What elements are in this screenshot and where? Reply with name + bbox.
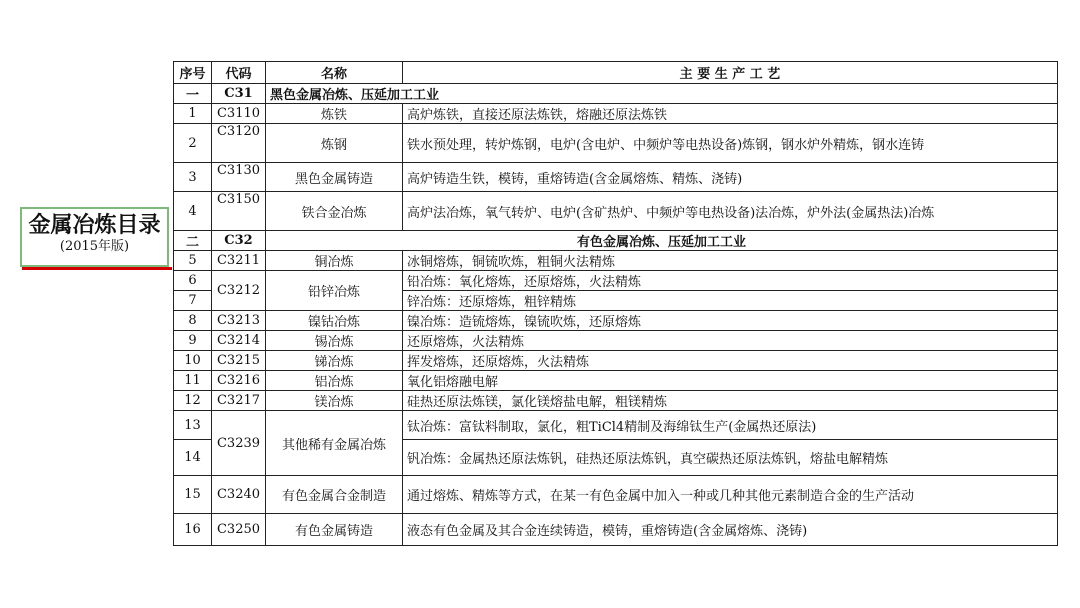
title-underline — [22, 267, 172, 270]
table-row — [174, 271, 1058, 291]
table-row — [174, 163, 1058, 192]
row-process: 钛冶炼：富钛料制取，氯化，粗TiCl4精制及海绵钛生产(金属热还原法) — [403, 411, 1058, 440]
row-no: 16 — [174, 514, 212, 546]
catalog-edition: (2015年版) — [59, 239, 130, 254]
row-code: C3215 — [212, 351, 266, 371]
row-process: 高炉法冶炼，氧气转炉、电炉(含矿热炉、中频炉等电热设备)法冶炼，炉外法(金属热法)冶炼 — [403, 192, 1058, 231]
section-code: C31 — [212, 84, 266, 104]
row-name: 铝冶炼 — [266, 371, 403, 391]
table-row — [174, 311, 1058, 331]
row-code: C3110 — [212, 104, 266, 124]
table-row — [174, 476, 1058, 514]
section-name: 有色金属冶炼、压延加工工业 — [266, 231, 1058, 251]
row-name: 铜冶炼 — [266, 251, 403, 271]
row-no: 6 — [174, 271, 212, 291]
table-header-row — [174, 62, 1058, 84]
row-name: 镁冶炼 — [266, 391, 403, 411]
row-code: C3239 — [212, 411, 266, 476]
row-name: 铅锌冶炼 — [266, 271, 403, 311]
row-code: C3211 — [212, 251, 266, 271]
row-name: 有色金属铸造 — [266, 514, 403, 546]
row-process: 液态有色金属及其合金连续铸造，模铸，重熔铸造(含金属熔炼、浇铸) — [403, 514, 1058, 546]
row-no: 4 — [174, 192, 212, 231]
row-no: 13 — [174, 411, 212, 440]
row-process: 高炉炼铁，直接还原法炼铁，熔融还原法炼铁 — [403, 104, 1058, 124]
row-no: 14 — [174, 440, 212, 476]
row-name: 镍钴冶炼 — [266, 311, 403, 331]
row-no: 5 — [174, 251, 212, 271]
row-no: 1 — [174, 104, 212, 124]
section-code: C32 — [212, 231, 266, 251]
row-process: 高炉铸造生铁，模铸，重熔铸造(含金属熔炼、精炼、浇铸) — [403, 163, 1058, 192]
row-no: 10 — [174, 351, 212, 371]
row-process: 钒冶炼：金属热还原法炼钒，硅热还原法炼钒，真空碳热还原法炼钒，熔盐电解精炼 — [403, 440, 1058, 476]
row-code: C3250 — [212, 514, 266, 546]
row-no: 11 — [174, 371, 212, 391]
process-table — [173, 61, 1058, 546]
row-process: 挥发熔炼，还原熔炼，火法精炼 — [403, 351, 1058, 371]
row-name: 黑色金属铸造 — [266, 163, 403, 192]
row-process: 通过熔炼、精炼等方式，在某一有色金属中加入一种或几种其他元素制造合金的生产活动 — [403, 476, 1058, 514]
row-name: 炼钢 — [266, 124, 403, 163]
row-process: 还原熔炼，火法精炼 — [403, 331, 1058, 351]
row-code: C3217 — [212, 391, 266, 411]
row-no: 15 — [174, 476, 212, 514]
section-no: 一 — [174, 84, 212, 104]
section-no: 二 — [174, 231, 212, 251]
row-process: 冰铜熔炼，铜锍吹炼，粗铜火法精炼 — [403, 251, 1058, 271]
table-row — [174, 411, 1058, 440]
catalog-title-box — [20, 207, 169, 267]
row-name: 其他稀有金属冶炼 — [266, 411, 403, 476]
header-process: 主 要 生 产 工 艺 — [403, 62, 1058, 84]
row-no: 12 — [174, 391, 212, 411]
row-name: 铁合金冶炼 — [266, 192, 403, 231]
row-name: 有色金属合金制造 — [266, 476, 403, 514]
row-no: 8 — [174, 311, 212, 331]
row-no: 9 — [174, 331, 212, 351]
catalog-title: 金属冶炼目录 — [28, 213, 161, 238]
table-row — [174, 371, 1058, 391]
table-row — [174, 514, 1058, 546]
row-process: 锌冶炼：还原熔炼，粗锌精炼 — [403, 291, 1058, 311]
section-name: 黑色金属冶炼、压延加工工业 — [266, 84, 1058, 104]
row-code: C3214 — [212, 331, 266, 351]
row-name: 锡冶炼 — [266, 331, 403, 351]
row-process: 镍冶炼：造锍熔炼，镍锍吹炼，还原熔炼 — [403, 311, 1058, 331]
section-row — [174, 231, 1058, 251]
row-no: 2 — [174, 124, 212, 163]
table-row — [174, 391, 1058, 411]
row-code: C3120 — [212, 124, 266, 163]
table-row — [174, 351, 1058, 371]
header-no: 序号 — [174, 62, 212, 84]
row-process: 铅冶炼：氧化熔炼，还原熔炼，火法精炼 — [403, 271, 1058, 291]
row-code: C3216 — [212, 371, 266, 391]
row-no: 3 — [174, 163, 212, 192]
row-name: 锑冶炼 — [266, 351, 403, 371]
table-row — [174, 251, 1058, 271]
section-row — [174, 84, 1058, 104]
table-row — [174, 331, 1058, 351]
row-process: 氧化铝熔融电解 — [403, 371, 1058, 391]
row-code: C3240 — [212, 476, 266, 514]
row-name: 炼铁 — [266, 104, 403, 124]
row-code: C3213 — [212, 311, 266, 331]
table-row — [174, 104, 1058, 124]
row-code: C3212 — [212, 271, 266, 311]
row-code: C3150 — [212, 192, 266, 231]
row-process: 硅热还原法炼镁，氯化镁熔盐电解，粗镁精炼 — [403, 391, 1058, 411]
row-process: 铁水预处理，转炉炼钢，电炉(含电炉、中频炉等电热设备)炼钢，钢水炉外精炼，钢水连铸 — [403, 124, 1058, 163]
row-no: 7 — [174, 291, 212, 311]
header-code: 代码 — [212, 62, 266, 84]
table-row — [174, 192, 1058, 231]
row-code: C3130 — [212, 163, 266, 192]
header-name: 名称 — [266, 62, 403, 84]
table-row — [174, 124, 1058, 163]
